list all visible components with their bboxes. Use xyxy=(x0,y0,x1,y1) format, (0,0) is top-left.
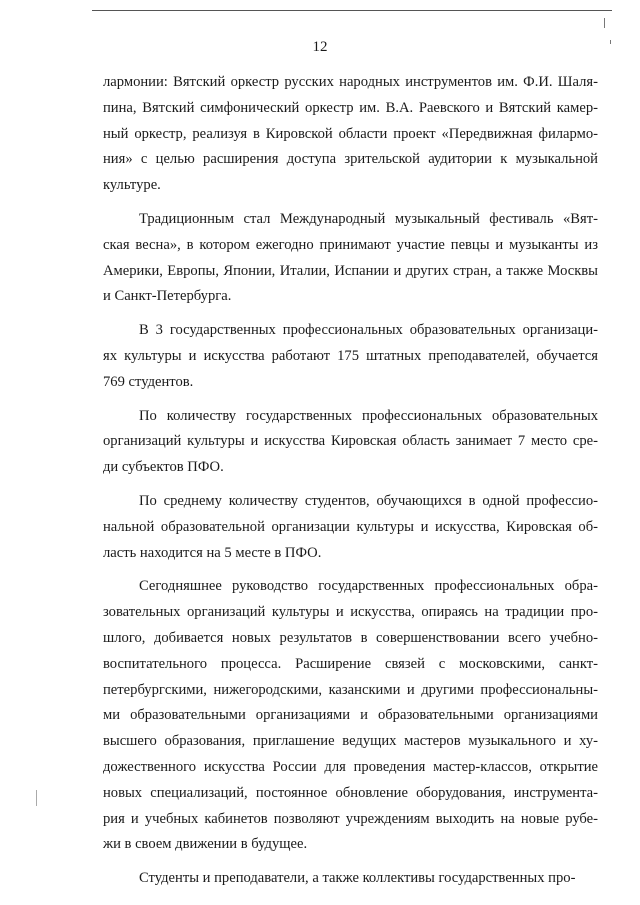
text-line: нальной образовательной организации культуры и искусства, Кировская об- xyxy=(103,518,598,535)
text-line: ми образовательными организациями и образовательными организациями xyxy=(103,707,598,724)
text-line: и Санкт-Петербурга. xyxy=(103,288,232,305)
text-line: По количеству государственных профессиональных образовательных xyxy=(139,407,598,424)
paragraph xyxy=(103,207,598,310)
text-line: зовательных организаций культуры и искусства, опираясь на традиции про- xyxy=(103,604,598,621)
text-line: новых специализаций, постоянное обновление оборудования, инструмента- xyxy=(103,784,598,801)
text-line: дожественного искусства России для проведения мастер-классов, открытие xyxy=(103,758,598,775)
paragraph xyxy=(103,866,598,892)
text-line: высшего образования, приглашение ведущих мастеров музыкального и ху- xyxy=(103,733,598,750)
page-number: 12 xyxy=(312,39,328,55)
text-line: ный оркестр, реализуя в Кировской области проект «Передвижная филармо- xyxy=(103,125,598,142)
paragraph xyxy=(103,574,598,858)
text-line: организаций культуры и искусства Кировская область занимает 7 место сре- xyxy=(103,433,598,450)
scan-mark xyxy=(604,18,605,28)
paragraph xyxy=(103,489,598,566)
text-line: По среднему количеству студентов, обучающихся в одной профессио- xyxy=(139,492,598,509)
text-line: Сегодняшнее руководство государственных профессиональных обра- xyxy=(139,578,598,595)
text-line: 769 студентов. xyxy=(103,373,194,390)
scan-mark xyxy=(36,790,37,806)
top-rule xyxy=(92,10,612,11)
text-line: рия и учебных кабинетов позволяют учреждениям выходить на новые рубе- xyxy=(103,810,598,827)
text-line: ях культуры и искусства работают 175 штатных преподавателей, обучается xyxy=(103,347,598,364)
paragraph xyxy=(103,70,598,199)
text-line: Традиционным стал Международный музыкальный фестиваль «Вят- xyxy=(139,210,598,227)
text-line: ласть находится на 5 месте в ПФО. xyxy=(103,544,322,561)
paragraph xyxy=(103,404,598,481)
text-line: лармонии: Вятский оркестр русских народных инструментов им. Ф.И. Шаля- xyxy=(103,74,598,90)
text-line: жи в своем движении в будущее. xyxy=(103,836,308,853)
text-line: В 3 государственных профессиональных образовательных организаци- xyxy=(139,322,598,339)
text-line: Америки, Европы, Японии, Италии, Испании и других стран, а также Москвы xyxy=(103,262,598,279)
paragraph xyxy=(103,318,598,395)
text-line: культуре. xyxy=(103,177,161,194)
text-line: Студенты и преподаватели, а также коллективы государственных про- xyxy=(139,870,576,887)
text-line: петербургскими, нижегородскими, казанскими и другими профессиональны- xyxy=(103,681,598,698)
text-line: ди субъектов ПФО. xyxy=(103,459,224,476)
text-line: ская весна», в котором ежегодно принимают участие певцы и музыканты из xyxy=(103,236,598,253)
text-line: воспитательного процесса. Расширение связей с московскими, санкт- xyxy=(103,655,598,672)
text-line: шлого, добивается новых результатов в совершенствовании всего учебно- xyxy=(103,629,598,646)
text-line: ния» с целью расширения доступа зрительской аудитории к музыкальной xyxy=(103,151,598,168)
page-body xyxy=(103,70,598,900)
text-line: пина, Вятский симфонический оркестр им. В.А. Раевского и Вятский камер- xyxy=(103,99,598,116)
